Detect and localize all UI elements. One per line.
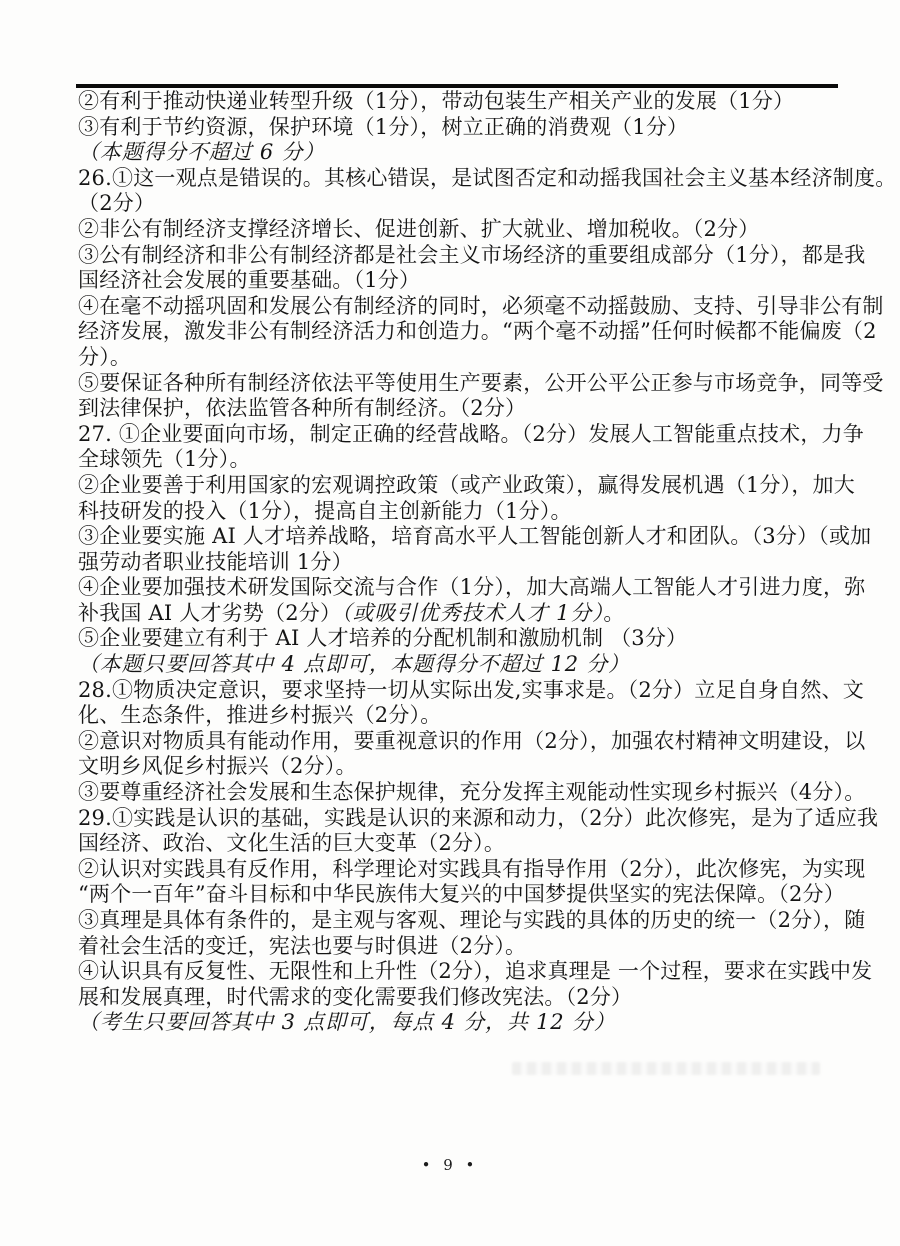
answer-text: 化、生态条件，推进乡村振兴（2分）。: [78, 703, 442, 728]
text-line: [78, 601, 844, 627]
answer-text: ③真理是具体有条件的，是主观与客观、理论与实践的具体的历史的统一（2分），随: [78, 908, 866, 932]
answer-text: 文明乡风促乡村振兴（2分）。: [78, 754, 357, 779]
text-line: [78, 677, 864, 704]
answer-lines: [78, 89, 897, 1036]
answer-text: 展和发展真理，时代需求的变化需要我们修改宪法。（2分）: [78, 984, 633, 1009]
text-line: [78, 499, 844, 525]
text-line: [78, 396, 844, 422]
answer-text: 28.①物质决定意识，要求坚持一切从实际出发,实事求是。（2分）立足自身自然、文: [78, 677, 864, 702]
text-line: [78, 242, 866, 269]
text-line: [78, 140, 844, 166]
answer-text: ②认识对实践具有反作用，科学理论对实践具有指导作用（2分），此次修宪，为实现: [78, 856, 866, 881]
answer-text: ④在毫不动摇巩固和发展公有制经济的同时，必须毫不动摇鼓励、支持、引导非公有制: [78, 293, 884, 318]
text-line: [78, 268, 844, 294]
text-line: [78, 1010, 844, 1036]
text-line: [78, 165, 897, 192]
text-line: [78, 934, 844, 960]
answer-text: 经济发展，激发非公有制经济活力和创造力。“两个毫不动摇”任何时候都不能偏废（2: [78, 319, 877, 344]
answer-text: ②有利于推动快递业转型升级（1分），带动包装生产相关产业的发展（1分）: [78, 89, 795, 113]
answer-text: 分）。: [78, 344, 132, 369]
text-line: [78, 370, 884, 397]
answer-text: （2分）: [78, 191, 156, 216]
grading-note-text: （考生只要回答其中 3 点即可，每点 4 分，共 12 分）: [78, 1010, 616, 1035]
answer-text: 29.①实践是认识的基础，实践是认识的来源和动力，（2分）此次修宪，是为了适应我: [78, 805, 879, 830]
grading-note-text: （或吸引优秀技术人才 1分）: [341, 600, 604, 625]
text-line: [78, 191, 844, 217]
text-line: [78, 959, 873, 985]
answer-text: ②企业要善于利用国家的宏观调控政策（或产业政策），赢得发展机遇（1分），加大: [78, 472, 855, 497]
answer-text: 全球领先（1分）。: [78, 447, 251, 472]
text-line: [78, 703, 844, 729]
text-line: [78, 908, 866, 934]
top-rule-divider: [76, 84, 838, 88]
answer-text: 国经济、政治、文化生活的巨大变革（2分）。: [78, 831, 506, 856]
text-line: [78, 575, 866, 601]
text-line: [78, 882, 844, 908]
answer-text: “两个一百年”奋斗目标和中华民族伟大复兴的中国梦提供坚实的宪法保障。（2分）: [78, 882, 845, 907]
text-line: [78, 805, 879, 832]
text-line: [78, 319, 877, 345]
text-line: [78, 985, 844, 1011]
answer-text: 国经济社会发展的重要基础。（1分）: [78, 268, 421, 293]
text-line: [78, 550, 844, 576]
text-line: [78, 831, 844, 857]
answer-text: ⑤企业要建立有利于 AI 人才培养的分配机制和激励机制 （3分）: [78, 626, 688, 651]
text-line: [78, 728, 866, 755]
text-line: [78, 856, 866, 883]
answer-text: ③有利于节约资源，保护环境（1分），树立正确的消费观（1分）: [78, 114, 689, 139]
text-line: [78, 626, 844, 652]
text-line: [78, 447, 844, 473]
answer-text: ③企业要实施 AI 人才培养战略，培育高水平人工智能创新人才和团队。（3分）（或加: [78, 524, 872, 549]
text-line: [78, 754, 844, 780]
answer-text: ②意识对物质具有能动作用，要重视意识的作用（2分），加强农村精神文明建设，以: [78, 728, 866, 753]
text-line: [78, 293, 884, 320]
answer-text: 27. ①企业要面向市场，制定正确的经营战略。（2分）发展人工智能重点技术，力争: [78, 421, 864, 446]
ink-bleed-artifact: [512, 1062, 820, 1075]
text-line: [78, 472, 855, 499]
text-line: [78, 524, 872, 550]
text-line: [78, 421, 864, 448]
grading-note-text: （本题得分不超过 6 分）: [78, 140, 326, 165]
page-number: • 9 •: [421, 1156, 479, 1174]
text-line: [78, 115, 844, 141]
text-line: [78, 345, 844, 371]
answer-text: ③要尊重经济社会发展和生态保护规律，充分发挥主观能动性实现乡村振兴（4分）。: [78, 780, 866, 805]
answer-text: 26.①这一观点是错误的。其核心错误，是试图否定和动摇我国社会主义基本经济制度。: [78, 165, 897, 190]
answer-text: 科技研发的投入（1分），提高自主创新能力（1分）。: [78, 498, 572, 523]
answer-text: ④认识具有反复性、无限性和上升性（2分），追求真理是 一个过程，要求在实践中发: [78, 959, 873, 984]
answer-text: ⑤要保证各种所有制经济依法平等使用生产要素，公开公平公正参与市场竞争，同等受: [78, 370, 884, 395]
text-line: [78, 89, 844, 115]
text-line: [78, 652, 844, 678]
answer-text: 。: [603, 600, 625, 625]
answer-text: ②非公有制经济支撑经济增长、促进创新、扩大就业、增加税收。（2分）: [78, 216, 760, 241]
answer-text: 着社会生活的变迁，宪法也要与时俱进（2分）。: [78, 933, 527, 958]
answer-text: 补我国 AI 人才劣势（2分）: [78, 600, 342, 625]
text-line: [78, 217, 844, 243]
answer-text: 强劳动者职业技能培训 1分）: [78, 549, 353, 574]
answer-text: 到法律保护，依法监管各种所有制经济。（2分）: [78, 396, 527, 421]
grading-note-text: （本题只要回答其中 4 点即可，本题得分不超过 12 分）: [78, 652, 630, 677]
text-line: [78, 780, 866, 806]
answer-text: ③公有制经济和非公有制经济都是社会主义市场经济的重要组成部分（1分），都是我: [78, 242, 866, 267]
answer-text: ④企业要加强技术研发国际交流与合作（1分），加大高端人工智能人才引进力度，弥: [78, 575, 866, 600]
